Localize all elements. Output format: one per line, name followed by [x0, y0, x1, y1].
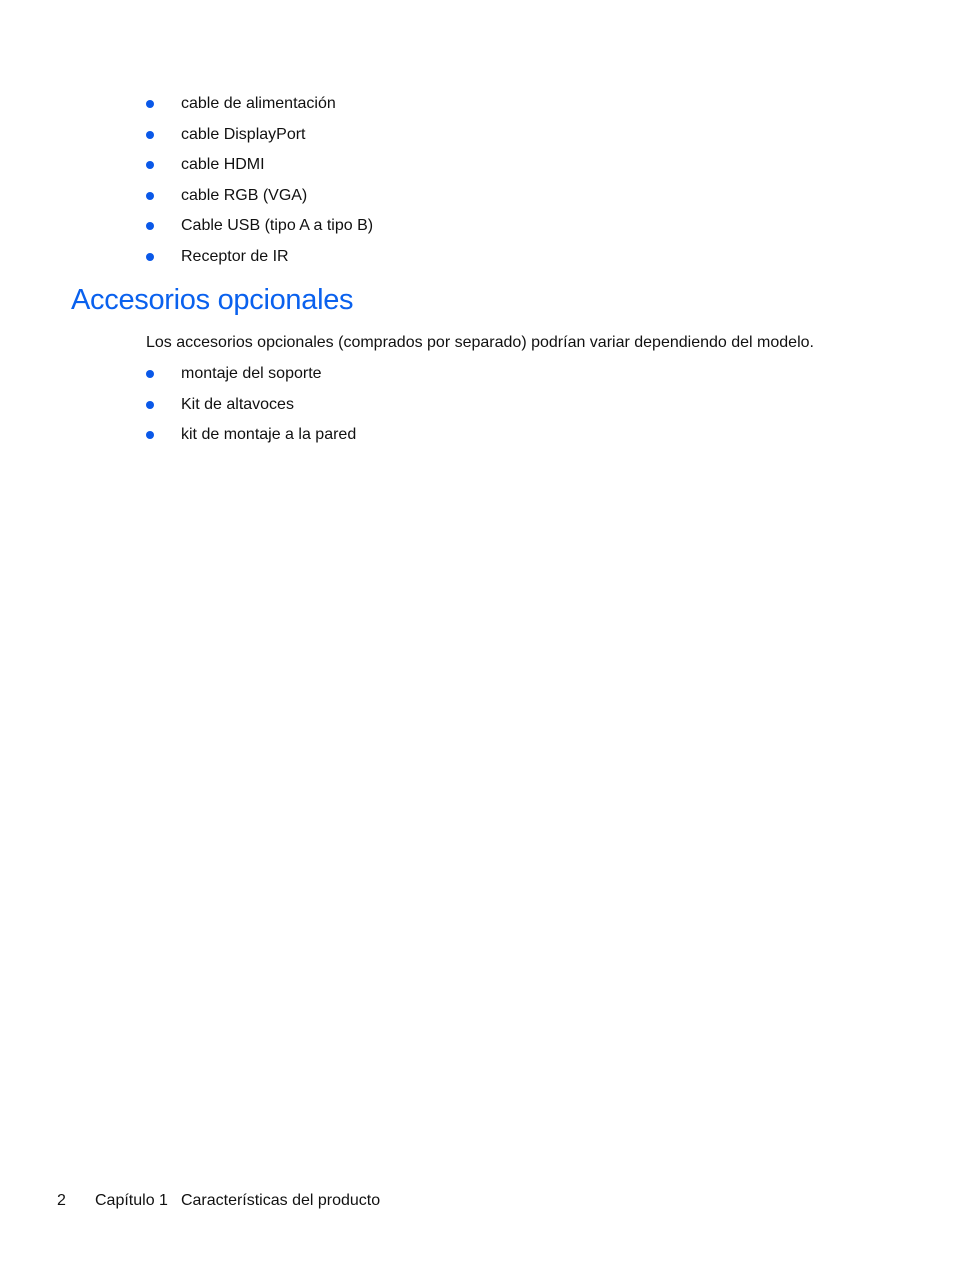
- bullet-icon: [146, 161, 154, 169]
- bullet-icon: [146, 401, 154, 409]
- page-number: 2: [57, 1192, 66, 1209]
- bullet-icon: [146, 253, 154, 261]
- bullet-icon: [146, 370, 154, 378]
- section-heading: Accesorios opcionales: [71, 284, 354, 316]
- list-item-text: cable HDMI: [181, 156, 265, 174]
- chapter-label: Capítulo 1: [95, 1192, 168, 1209]
- bullet-icon: [146, 431, 154, 439]
- chapter-title: Características del producto: [180, 1192, 381, 1209]
- section-intro: Los accesorios opcionales (comprados por separado) podrían variar dependiendo del modelo.: [146, 334, 814, 351]
- list-item-text: Kit de altavoces: [181, 395, 294, 413]
- list-item-text: cable RGB (VGA): [181, 186, 308, 204]
- list-item-text: cable DisplayPort: [181, 125, 306, 143]
- list-item-text: Receptor de IR: [181, 247, 289, 265]
- list-item-text: cable de alimentación: [181, 95, 336, 112]
- page-footer: [57, 1190, 380, 1211]
- list-item-text: kit de montaje a la pared: [181, 426, 357, 444]
- bullet-icon: [146, 100, 154, 108]
- list-item-text: Cable USB (tipo A a tipo B): [181, 217, 374, 235]
- bullet-icon: [146, 192, 154, 200]
- bullet-icon: [146, 131, 154, 139]
- bullet-icon: [146, 222, 154, 230]
- list-item-text: montaje del soporte: [181, 365, 322, 382]
